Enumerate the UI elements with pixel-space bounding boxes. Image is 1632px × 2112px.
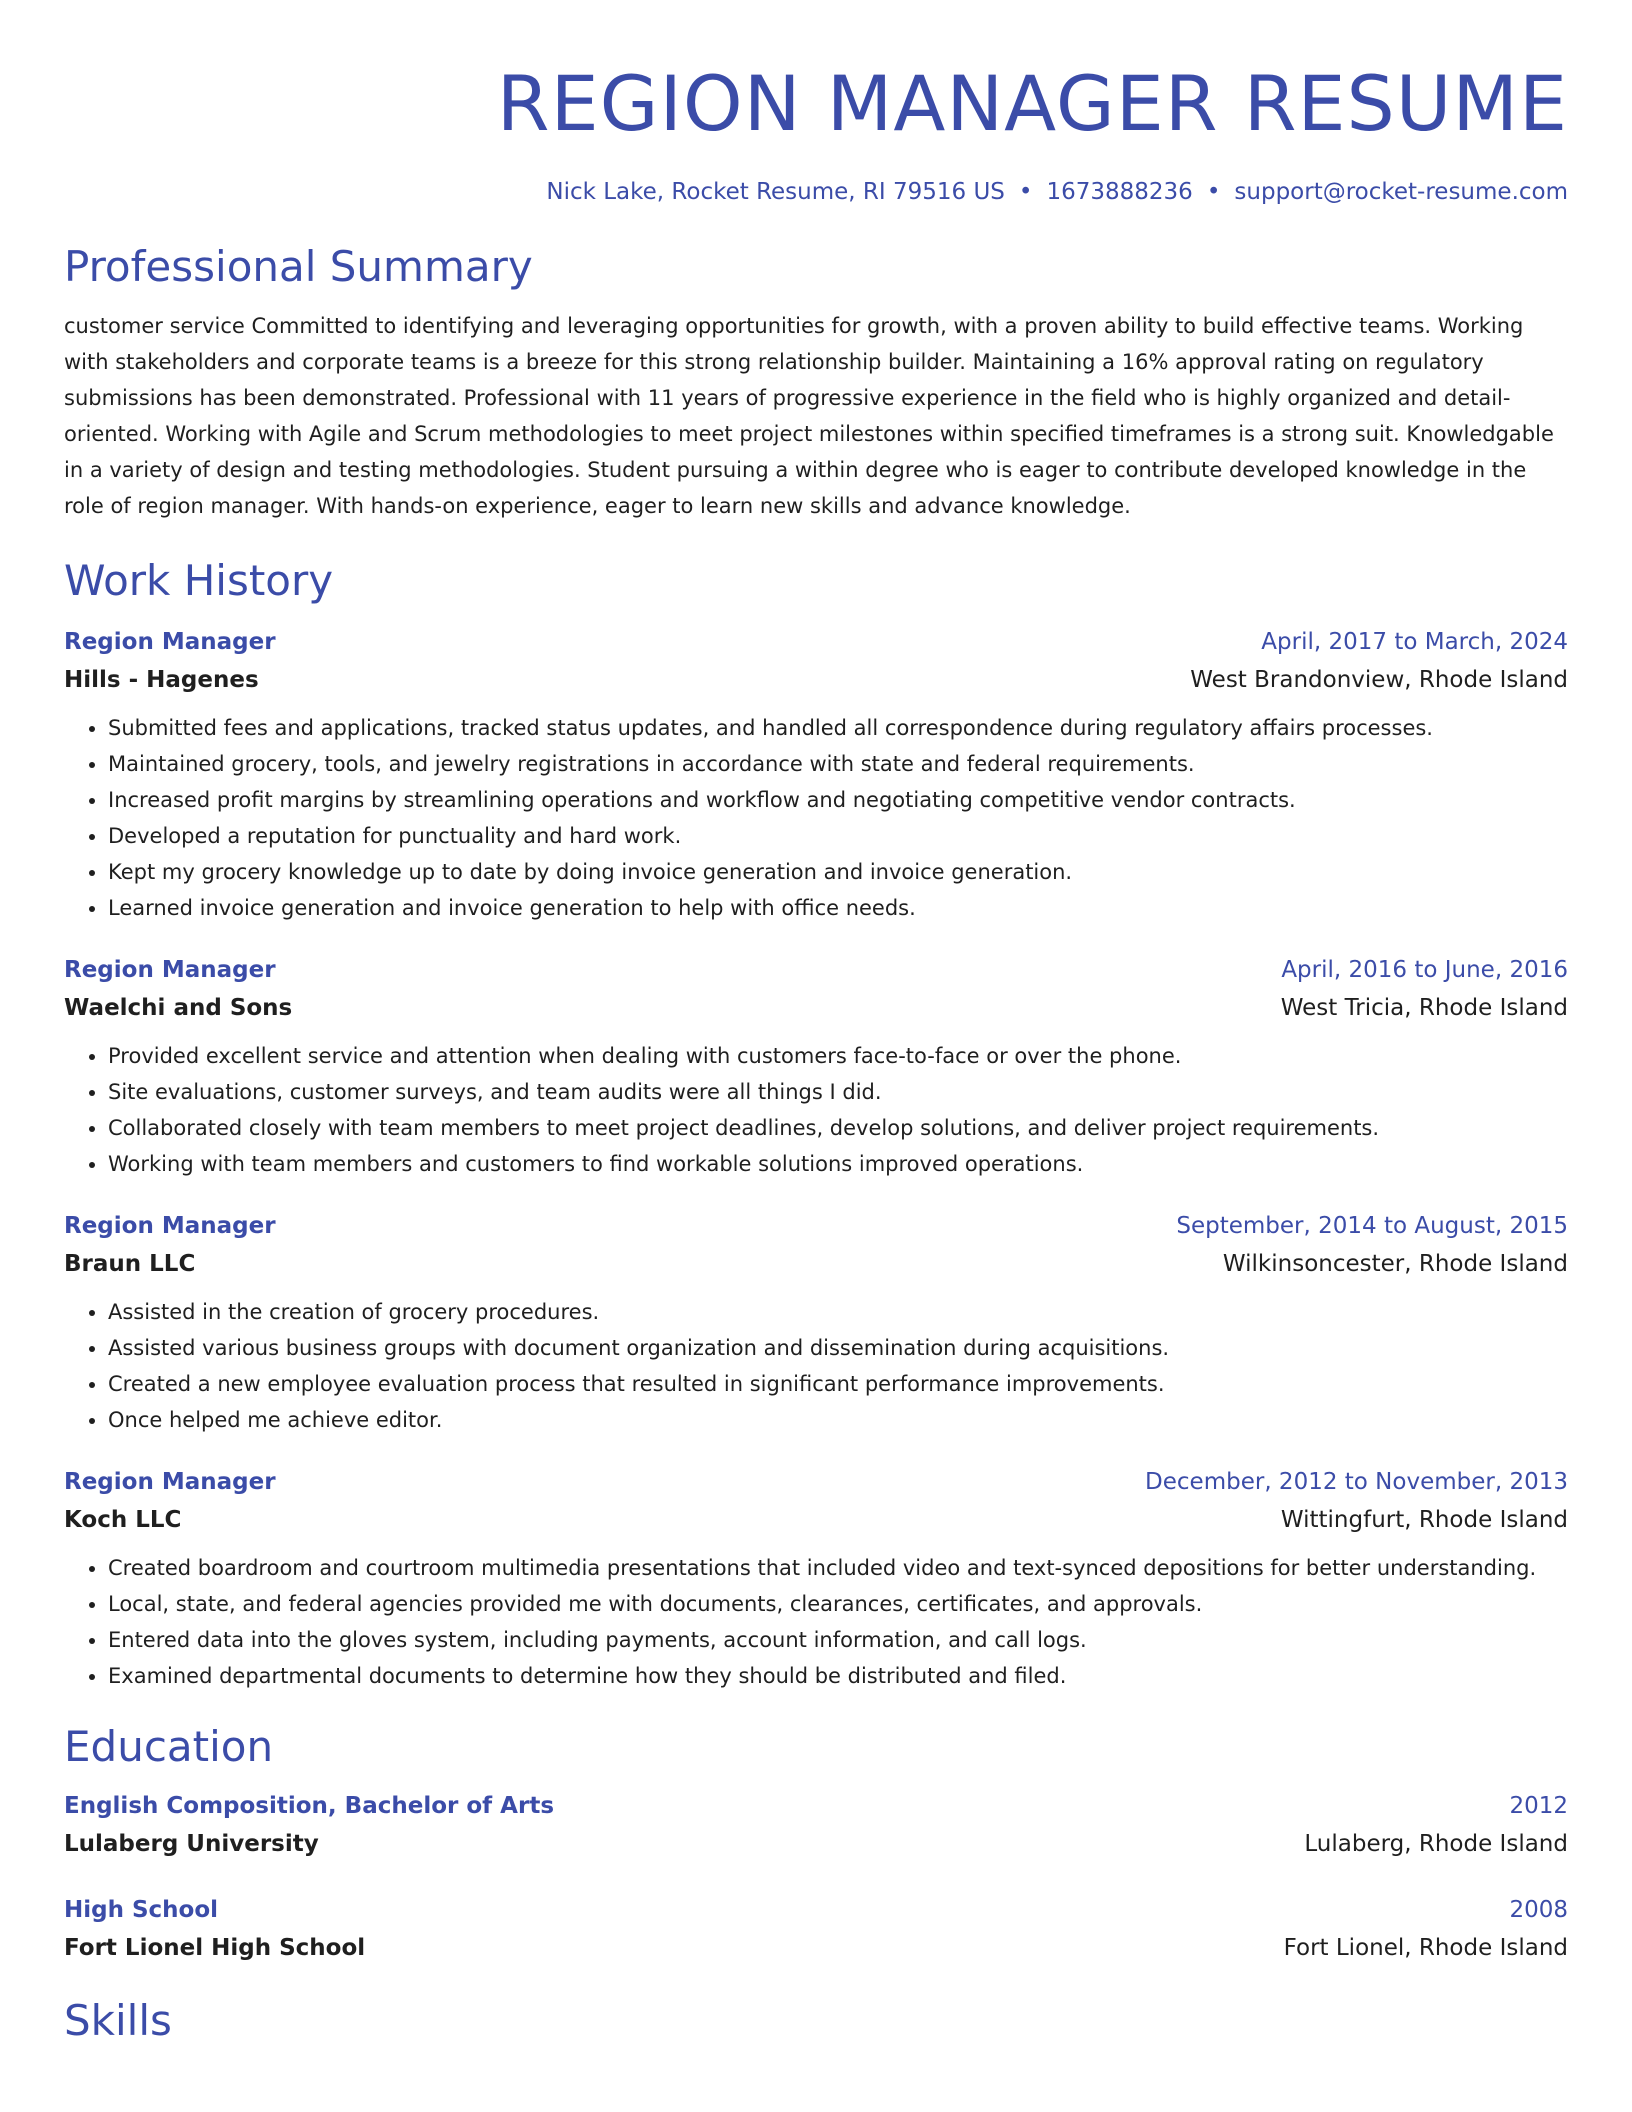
job-dates: December, 2012 to November, 2013 — [1145, 1469, 1568, 1495]
work-history-heading: Work History — [64, 556, 334, 605]
education-entry — [64, 1788, 1568, 1864]
job-bullet: • Kept my grocery knowledge up to date by doing invoice generation and invoice generation. — [108, 854, 1568, 890]
summary-heading: Professional Summary — [64, 242, 533, 291]
job-company: Koch LLC — [64, 1507, 182, 1533]
education-location: Fort Lionel, Rhode Island — [1283, 1935, 1568, 1961]
resume-page — [64, 0, 1568, 2048]
job-bullet: • Site evaluations, customer surveys, and team audits were all things I did. — [108, 1074, 1568, 1110]
job-bullets — [64, 1038, 1568, 1182]
job-bullet: • Collaborated closely with team members to meet project deadlines, develop solutions, and deliver project requirements. — [108, 1110, 1568, 1146]
job-bullet: • Developed a reputation for punctuality and hard work. — [108, 818, 1568, 854]
job-bullet: • Created a new employee evaluation process that resulted in significant performance improvements. — [108, 1366, 1568, 1402]
job-dates: April, 2017 to March, 2024 — [1261, 629, 1568, 655]
contact-email: support@rocket-resume.com — [1234, 179, 1568, 205]
job-location: West Brandonview, Rhode Island — [1190, 667, 1568, 693]
job-bullet: • Examined departmental documents to determine how they should be distributed and filed. — [108, 1658, 1568, 1694]
job-bullet: • Local, state, and federal agencies provided me with documents, clearances, certificates, and approvals. — [108, 1586, 1568, 1622]
contact-line — [64, 176, 1568, 208]
job-dates: September, 2014 to August, 2015 — [1176, 1213, 1568, 1239]
education-heading: Education — [64, 1722, 274, 1771]
job-company: Waelchi and Sons — [64, 995, 293, 1021]
job-bullet: • Created boardroom and courtroom multimedia presentations that included video and text-synced depositions for better understanding. — [108, 1550, 1568, 1586]
resume-header — [64, 0, 1568, 208]
education-year: 2008 — [1509, 1897, 1568, 1923]
job-bullet: • Learned invoice generation and invoice generation to help with office needs. — [108, 890, 1568, 926]
resume-title: REGION MANAGER RESUME — [496, 59, 1568, 148]
job-title: Region Manager — [64, 629, 276, 655]
job-bullets — [64, 710, 1568, 926]
job-bullet: • Assisted various business groups with document organization and dissemination during acquisitions. — [108, 1330, 1568, 1366]
job-company: Hills - Hagenes — [64, 667, 259, 693]
contact-separator: • — [1018, 179, 1033, 205]
job-bullet: • Maintained grocery, tools, and jewelry registrations in accordance with state and federal requirements. — [108, 746, 1568, 782]
job-bullets — [64, 1294, 1568, 1438]
job-title: Region Manager — [64, 1213, 276, 1239]
education-location: Lulaberg, Rhode Island — [1304, 1831, 1568, 1857]
job-entry — [64, 952, 1568, 1182]
contact-address: Nick Lake, Rocket Resume, RI 79516 US — [546, 179, 1005, 205]
job-location: Wittingfurt, Rhode Island — [1280, 1507, 1568, 1533]
job-bullet: • Submitted fees and applications, tracked status updates, and handled all correspondence during regulatory affairs processes. — [108, 710, 1568, 746]
job-title: Region Manager — [64, 957, 276, 983]
education-school: Lulaberg University — [64, 1831, 319, 1857]
contact-phone: 1673888236 — [1046, 179, 1193, 205]
education-degree: English Composition, Bachelor of Arts — [64, 1793, 555, 1819]
job-company: Braun LLC — [64, 1251, 196, 1277]
job-entry — [64, 624, 1568, 926]
job-bullet: • Increased profit margins by streamlining operations and workflow and negotiating competitive vendor contracts. — [108, 782, 1568, 818]
job-location: West Tricia, Rhode Island — [1280, 995, 1568, 1021]
education-degree: High School — [64, 1897, 219, 1923]
job-bullet: • Entered data into the gloves system, including payments, account information, and call logs. — [108, 1622, 1568, 1658]
job-bullets — [64, 1550, 1568, 1694]
job-title: Region Manager — [64, 1469, 276, 1495]
job-bullet: • Once helped me achieve editor. — [108, 1402, 1568, 1438]
job-bullet: • Working with team members and customers to find workable solutions improved operations. — [108, 1146, 1568, 1182]
education-school: Fort Lionel High School — [64, 1935, 366, 1961]
education-entry — [64, 1892, 1568, 1968]
summary-text: customer service Committed to identifying and leveraging opportunities for growth, with a proven ability to build effective teams. Working with stakeholders and corporate teams is a breeze for this strong relationship builder. Maintaining a 16% approval rating on regulatory submissions has been demonstrated. Professional with 11 years of progressive experience in the field who is highly organized and detail-oriented. Working with Agile and Scrum methodologies to meet project milestones within specified timeframes is a strong suit. Knowledgable in a variety of design and testing methodologies. Student pursuing a within degree who is eager to contribute developed knowledge in the role of region manager. With hands-on experience, eager to learn new skills and advance knowledge. — [64, 314, 1554, 518]
job-dates: April, 2016 to June, 2016 — [1281, 957, 1568, 983]
job-bullet: • Assisted in the creation of grocery procedures. — [108, 1294, 1568, 1330]
contact-separator: • — [1206, 179, 1221, 205]
job-entry — [64, 1464, 1568, 1694]
skills-heading: Skills — [64, 1996, 172, 2045]
job-bullet: • Provided excellent service and attention when dealing with customers face-to-face or over the phone. — [108, 1038, 1568, 1074]
job-location: Wilkinsoncester, Rhode Island — [1222, 1251, 1568, 1277]
job-entry — [64, 1208, 1568, 1438]
education-year: 2012 — [1509, 1793, 1568, 1819]
